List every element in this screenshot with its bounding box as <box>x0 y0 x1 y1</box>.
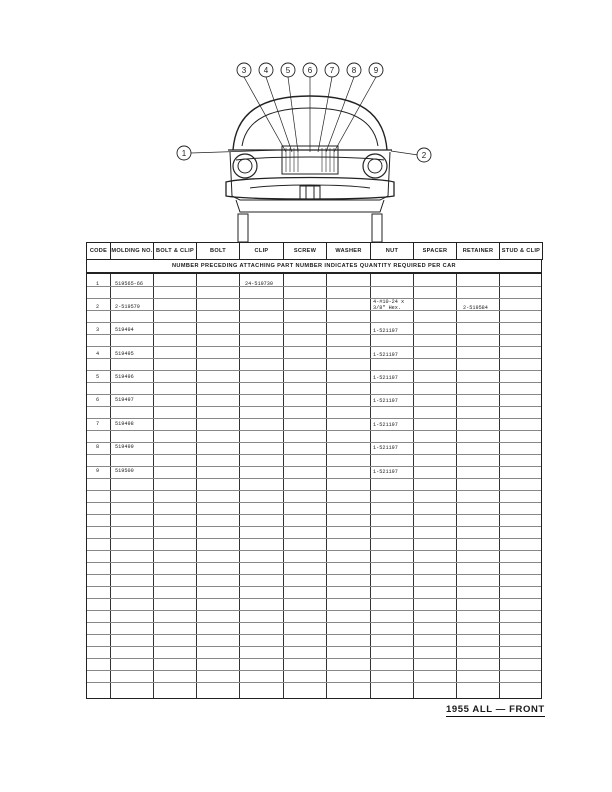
svg-text:7: 7 <box>329 66 335 75</box>
svg-text:2: 2 <box>421 151 427 160</box>
row-7-molding: 519498 <box>115 421 134 427</box>
row-3-nut: 1-521197 <box>373 328 398 334</box>
col-stud-clip: STUD & CLIP <box>500 243 543 260</box>
row-8-code: 8 <box>96 444 100 450</box>
callout-8 <box>347 63 361 77</box>
row-1-clip: 24-519730 <box>245 281 274 287</box>
svg-text:8: 8 <box>351 66 357 75</box>
row-4-nut: 1-521197 <box>373 352 398 358</box>
col-retainer: RETAINER <box>457 243 500 260</box>
car-front-illustration <box>0 0 612 250</box>
row-7-nut: 1-521197 <box>373 422 398 428</box>
row-2-code: 2 <box>96 304 100 310</box>
row-9-nut: 1-521197 <box>373 469 398 475</box>
row-1-code: 1 <box>96 281 100 287</box>
row-4-code: 4 <box>96 351 100 357</box>
row-7-code: 7 <box>96 421 100 427</box>
callout-4 <box>259 63 273 77</box>
row-3-molding: 519494 <box>115 327 134 333</box>
parts-table-header <box>86 242 543 260</box>
col-bolt: BOLT <box>197 243 240 260</box>
callout-1 <box>177 146 191 160</box>
callout-7 <box>325 63 339 77</box>
svg-text:3: 3 <box>241 66 247 75</box>
col-code: CODE <box>87 243 111 260</box>
callout-3 <box>237 63 251 77</box>
svg-text:1: 1 <box>181 149 187 158</box>
row-6-code: 6 <box>96 397 100 403</box>
callout-2 <box>417 148 431 162</box>
row-3-code: 3 <box>96 327 100 333</box>
svg-text:5: 5 <box>285 66 291 75</box>
row-2-molding: 2-519579 <box>115 304 140 310</box>
row-9-molding: 519500 <box>115 468 134 474</box>
row-2-retainer: 2-519584 <box>463 305 488 311</box>
row-9-code: 9 <box>96 468 100 474</box>
svg-text:9: 9 <box>373 66 379 75</box>
svg-text:6: 6 <box>307 66 313 75</box>
svg-text:4: 4 <box>263 66 269 75</box>
callout-5 <box>281 63 295 77</box>
callout-9 <box>369 63 383 77</box>
callout-6 <box>303 63 317 77</box>
col-clip: CLIP <box>240 243 284 260</box>
col-bolt-clip: BOLT & CLIP <box>154 243 197 260</box>
col-molding-no: MOLDING NO. <box>111 243 154 260</box>
row-5-nut: 1-521197 <box>373 375 398 381</box>
row-8-molding: 519499 <box>115 444 134 450</box>
col-screw: SCREW <box>284 243 327 260</box>
col-washer: WASHER <box>327 243 371 260</box>
col-spacer: SPACER <box>414 243 457 260</box>
row-6-nut: 1-521197 <box>373 398 398 404</box>
parts-table-body <box>86 273 542 699</box>
row-8-nut: 1-521197 <box>373 445 398 451</box>
row-2-nut-line2: 3/8" Hex. <box>373 305 402 311</box>
row-5-code: 5 <box>96 374 100 380</box>
page-caption: 1955 ALL — FRONT <box>446 704 545 715</box>
col-nut: NUT <box>371 243 414 260</box>
row-6-molding: 519497 <box>115 397 134 403</box>
row-4-molding: 519495 <box>115 351 134 357</box>
row-5-molding: 519496 <box>115 374 134 380</box>
row-1-molding: 519565-66 <box>115 281 144 287</box>
row-2-nut-line1: 4-#10-24 x <box>373 299 405 305</box>
quantity-note: NUMBER PRECEDING ATTACHING PART NUMBER INDICATES QUANTITY REQUIRED PER CAR <box>86 260 542 273</box>
